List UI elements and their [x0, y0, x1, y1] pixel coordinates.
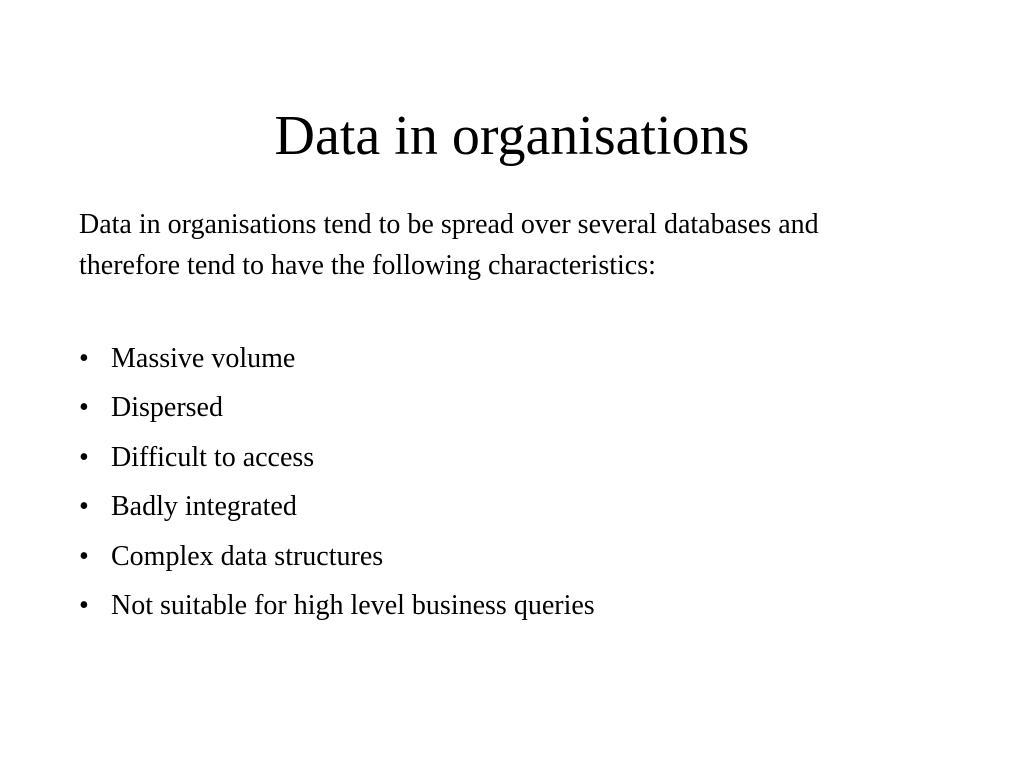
bullet-icon: • [79, 589, 89, 621]
bullet-text: Massive volume [111, 343, 296, 374]
bullet-icon: • [79, 392, 89, 424]
list-item [79, 437, 939, 486]
list-item [79, 585, 939, 634]
list-item [79, 387, 939, 436]
bullet-icon: • [79, 343, 89, 374]
bullet-text: Dispersed [111, 392, 223, 424]
bullet-text: Not suitable for high level business queries [111, 589, 595, 621]
bullet-list [79, 338, 939, 634]
bullet-icon: • [79, 491, 89, 523]
bullet-text: Complex data structures [111, 540, 384, 572]
bullet-text: Badly integrated [111, 491, 297, 523]
bullet-text: Difficult to access [111, 441, 315, 473]
list-item [79, 338, 939, 387]
list-item [79, 486, 939, 535]
bullet-icon: • [79, 540, 89, 572]
list-item [79, 536, 939, 585]
bullet-icon: • [79, 441, 89, 473]
slide-title: Data in organisations [274, 105, 750, 167]
intro-paragraph: Data in organisations tend to be spread over several databases and therefore tend to have the following characteristics: [79, 209, 819, 281]
